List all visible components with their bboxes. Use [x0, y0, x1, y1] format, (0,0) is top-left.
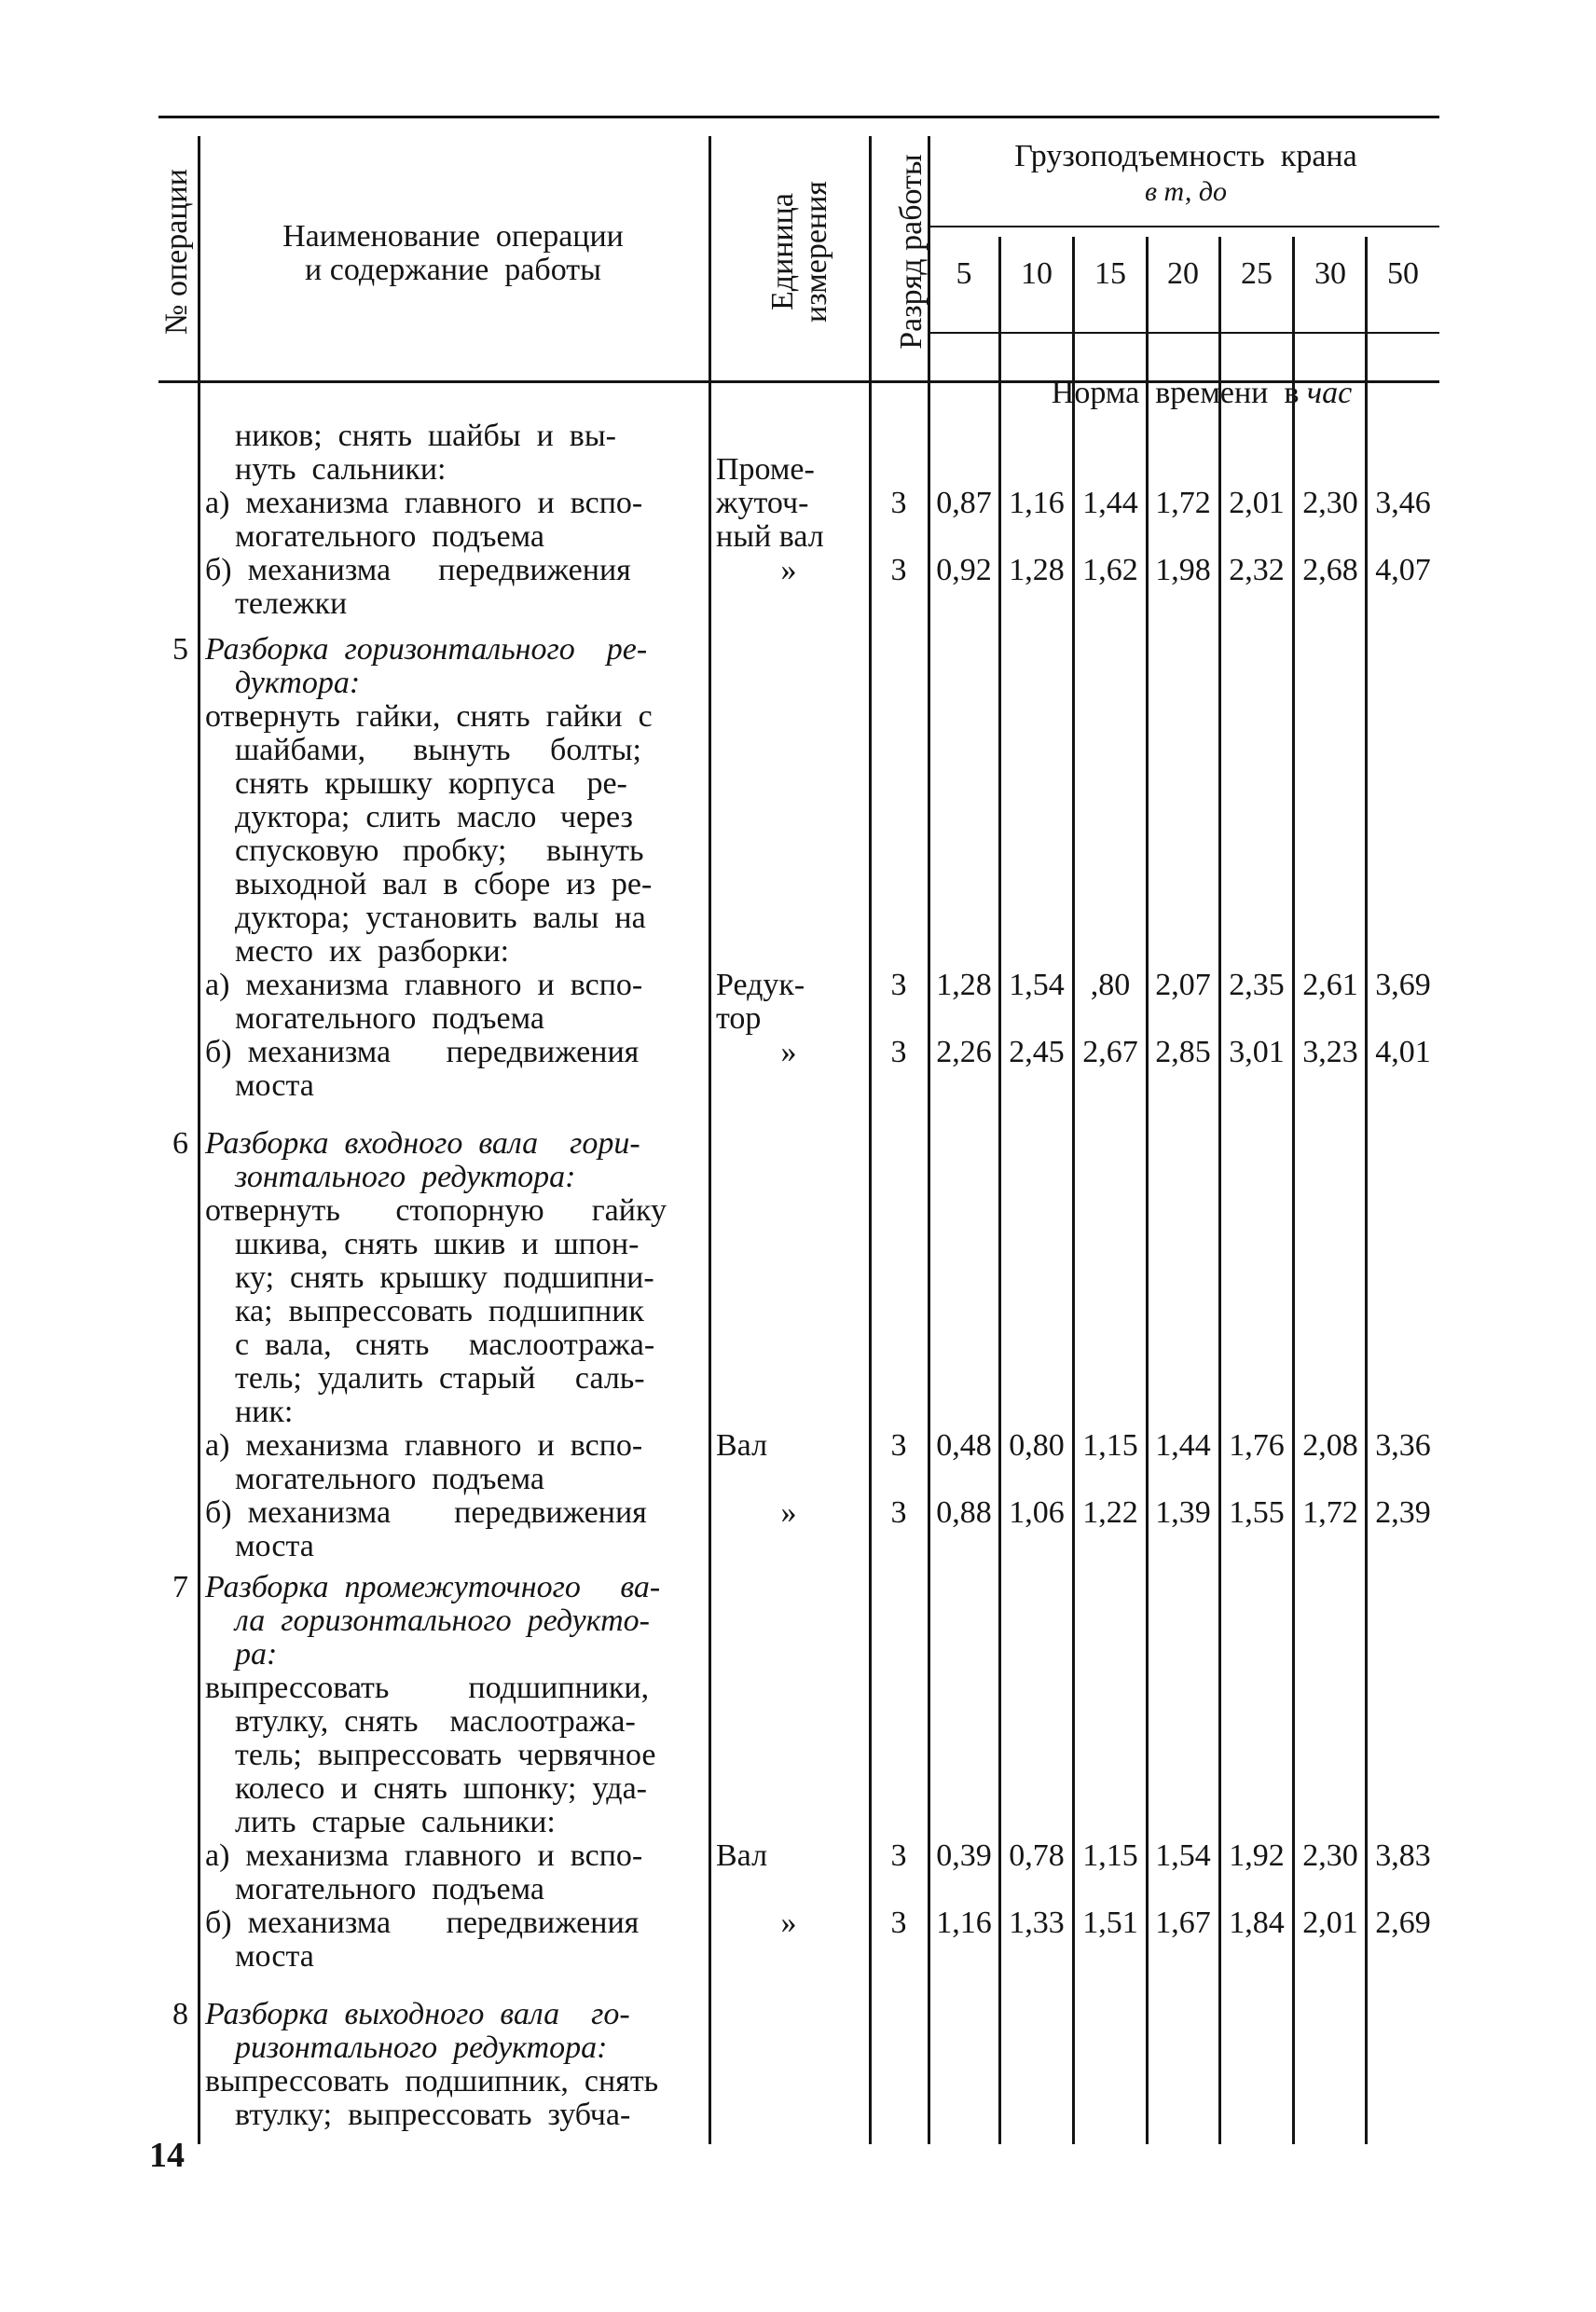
text-line: моста [235, 1939, 314, 1974]
norm-value: 1,72 [1155, 486, 1211, 520]
norm-value: 1,16 [1009, 486, 1065, 520]
operation-title: зонтального редуктора: [235, 1160, 576, 1194]
norm-value: 2,26 [936, 1035, 992, 1069]
norm-value: 1,39 [1155, 1495, 1211, 1530]
header-name-line1: Наименование операции [282, 219, 624, 254]
page-number: 14 [149, 2136, 185, 2175]
text-line: б) механизма передвижения [205, 1906, 640, 1940]
unit-cell: » [780, 1035, 797, 1069]
norm-value: 1,16 [936, 1906, 992, 1940]
unit-cell: Редук- [716, 968, 805, 1002]
capacity-rule [928, 226, 1439, 227]
text-line: место их разборки: [235, 934, 510, 969]
text-line: ка; выпрессовать подшипник [235, 1294, 644, 1328]
header-capacity-line1: Грузоподъемность крана [1014, 139, 1357, 173]
grade-cell: 3 [890, 968, 907, 1002]
text-line: втулку; выпрессовать зубча- [235, 2098, 631, 2132]
norm-value: 1,98 [1155, 553, 1211, 587]
norm-value: 3,36 [1375, 1428, 1431, 1463]
norms-table [158, 116, 1439, 2144]
norm-value: 1,22 [1082, 1495, 1138, 1530]
norm-value: 2,30 [1302, 486, 1358, 520]
norm-value: 3,01 [1229, 1035, 1285, 1069]
norm-value: 0,92 [936, 553, 992, 587]
header-operation-no: № операции [159, 169, 194, 335]
norm-rule [928, 332, 1439, 334]
operation-no-5: 5 [172, 632, 188, 667]
capacity-5: 5 [956, 256, 972, 291]
text-line: снять крышку корпуса ре- [235, 766, 627, 801]
capacity-10: 10 [1021, 256, 1053, 291]
norm-value: 1,44 [1082, 486, 1138, 520]
unit-cell: » [780, 1906, 797, 1940]
norm-value: 2,67 [1082, 1035, 1138, 1069]
text-line: отвернуть гайки, снять гайки с [205, 699, 653, 734]
text-line: могательного подъема [235, 1462, 544, 1496]
norm-value: 3,69 [1375, 968, 1431, 1002]
capacity-50: 50 [1387, 256, 1419, 291]
text-line: дуктора; установить валы на [235, 901, 646, 935]
text-line: спусковую пробку; вынуть [235, 833, 644, 868]
grade-cell: 3 [890, 1035, 907, 1069]
header-unit-line1: Единица [765, 193, 800, 310]
text-line: выходной вал в сборе из ре- [235, 867, 653, 901]
norm-value: 4,01 [1375, 1035, 1431, 1069]
grade-cell: 3 [890, 486, 907, 520]
norm-value: 2,07 [1155, 968, 1211, 1002]
operation-title: Разборка входного вала гори- [205, 1126, 640, 1161]
norm-value: 1,44 [1155, 1428, 1211, 1463]
operation-title: ра: [235, 1637, 278, 1672]
norm-value: 2,45 [1009, 1035, 1065, 1069]
header-name-line2: и содержание работы [305, 253, 601, 287]
unit-cell: ный вал [716, 519, 824, 554]
norm-value: 2,32 [1229, 553, 1285, 587]
col-divider-no [198, 136, 200, 2144]
operation-title: дуктора: [235, 666, 361, 700]
norm-value: 0,87 [936, 486, 992, 520]
text-line: могательного подъема [235, 1001, 544, 1036]
text-line: лить старые сальники: [235, 1805, 556, 1839]
text-line: выпрессовать подшипники, [205, 1671, 650, 1705]
header-norm-unit: час [1306, 376, 1353, 410]
operation-title: Разборка выходного вала го- [205, 1997, 630, 2031]
norm-value: 3,23 [1302, 1035, 1358, 1069]
text-line: втулку, снять маслоотража- [235, 1704, 636, 1739]
operation-title: ризонтального редуктора: [235, 2030, 608, 2065]
text-line: тель; выпрессовать червячное [235, 1738, 656, 1772]
norm-value: 4,07 [1375, 553, 1431, 587]
capacity-15: 15 [1094, 256, 1126, 291]
text-line: нуть сальники: [235, 452, 447, 487]
norm-value: 2,30 [1302, 1838, 1358, 1873]
text-line: моста [235, 1529, 314, 1563]
text-line: а) механизма главного и вспо- [205, 968, 643, 1002]
norm-value: 2,35 [1229, 968, 1285, 1002]
header-norm-prefix: Норма времени в [1051, 376, 1307, 410]
norm-value: 1,06 [1009, 1495, 1065, 1530]
capacity-25: 25 [1241, 256, 1273, 291]
operation-title: Разборка горизонтального ре- [205, 632, 648, 667]
capacity-30: 30 [1314, 256, 1346, 291]
unit-cell: Вал [716, 1428, 768, 1463]
unit-cell: Вал [716, 1838, 768, 1873]
unit-cell: » [780, 1495, 797, 1530]
norm-value: 1,92 [1229, 1838, 1285, 1873]
header-unit-line2: измерения [799, 181, 833, 323]
text-line: тележки [235, 586, 348, 621]
text-line: шайбами, вынуть болты; [235, 733, 641, 767]
col-divider-name [709, 136, 711, 2144]
operation-no-6: 6 [172, 1126, 188, 1161]
norm-value: 3,83 [1375, 1838, 1431, 1873]
norm-value: 2,85 [1155, 1035, 1211, 1069]
norm-value: 2,68 [1302, 553, 1358, 587]
norm-value: 2,01 [1302, 1906, 1358, 1940]
norm-value: 1,55 [1229, 1495, 1285, 1530]
header-norm [932, 343, 1439, 444]
grade-cell: 3 [890, 1838, 907, 1873]
grade-cell: 3 [890, 1906, 907, 1940]
text-line: шкива, снять шкив и шпон- [235, 1227, 640, 1261]
text-line: а) механизма главного и вспо- [205, 1838, 643, 1873]
unit-cell: тор [716, 1001, 762, 1036]
text-line: ников; снять шайбы и вы- [235, 419, 616, 453]
norm-value: 1,28 [1009, 553, 1065, 587]
grade-cell: 3 [890, 1495, 907, 1530]
norm-value: ,80 [1090, 968, 1131, 1002]
text-line: выпрессовать подшипник, снять [205, 2064, 659, 2099]
unit-cell: » [780, 553, 797, 587]
norm-value: 1,72 [1302, 1495, 1358, 1530]
norm-value: 1,28 [936, 968, 992, 1002]
operation-title: ла горизонтального редукто- [235, 1603, 651, 1638]
norm-value: 0,78 [1009, 1838, 1065, 1873]
text-line: ник: [235, 1395, 294, 1429]
col-divider-unit [869, 136, 872, 2144]
grade-cell: 3 [890, 1428, 907, 1463]
text-line: тель; удалить старый саль- [235, 1361, 645, 1396]
header-grade: Разряд работы [894, 154, 929, 350]
norm-value: 1,54 [1155, 1838, 1211, 1873]
operation-title: Разборка промежуточного ва- [205, 1570, 661, 1604]
norm-value: 2,69 [1375, 1906, 1431, 1940]
norm-value: 2,61 [1302, 968, 1358, 1002]
grade-cell: 3 [890, 553, 907, 587]
top-rule [158, 116, 1439, 118]
text-line: колесо и снять шпонку; уда- [235, 1771, 647, 1806]
norm-value: 1,15 [1082, 1838, 1138, 1873]
text-line: отвернуть стопорную гайку [205, 1193, 667, 1228]
header-capacity-line2: в т, до [1144, 176, 1228, 207]
text-line: а) механизма главного и вспо- [205, 486, 643, 520]
norm-value: 1,76 [1229, 1428, 1285, 1463]
text-line: а) механизма главного и вспо- [205, 1428, 643, 1463]
text-line: б) механизма передвижения [205, 1035, 640, 1069]
norm-value: 1,15 [1082, 1428, 1138, 1463]
text-line: могательного подъема [235, 1872, 544, 1906]
text-line: дуктора; слить масло через [235, 800, 633, 834]
norm-value: 0,39 [936, 1838, 992, 1873]
norm-value: 1,54 [1009, 968, 1065, 1002]
operation-no-8: 8 [172, 1997, 188, 2031]
norm-value: 1,51 [1082, 1906, 1138, 1940]
norm-value: 0,48 [936, 1428, 992, 1463]
text-line: б) механизма передвижения [205, 1495, 647, 1530]
operation-no-7: 7 [172, 1570, 188, 1604]
text-line: могательного подъема [235, 519, 544, 554]
norm-value: 1,62 [1082, 553, 1138, 587]
text-line: ку; снять крышку подшипни- [235, 1260, 654, 1295]
norm-value: 2,08 [1302, 1428, 1358, 1463]
norm-value: 0,88 [936, 1495, 992, 1530]
norm-value: 2,01 [1229, 486, 1285, 520]
capacity-20: 20 [1167, 256, 1199, 291]
norm-value: 0,80 [1009, 1428, 1065, 1463]
norm-value: 1,33 [1009, 1906, 1065, 1940]
norm-value: 2,39 [1375, 1495, 1431, 1530]
norm-value: 1,67 [1155, 1906, 1211, 1940]
unit-cell: жуточ- [716, 486, 809, 520]
text-line: с вала, снять маслоотража- [235, 1328, 655, 1362]
unit-cell: Проме- [716, 452, 815, 487]
text-line: б) механизма передвижения [205, 553, 631, 587]
norm-value: 3,46 [1375, 486, 1431, 520]
norm-value: 1,84 [1229, 1906, 1285, 1940]
text-line: моста [235, 1068, 314, 1103]
